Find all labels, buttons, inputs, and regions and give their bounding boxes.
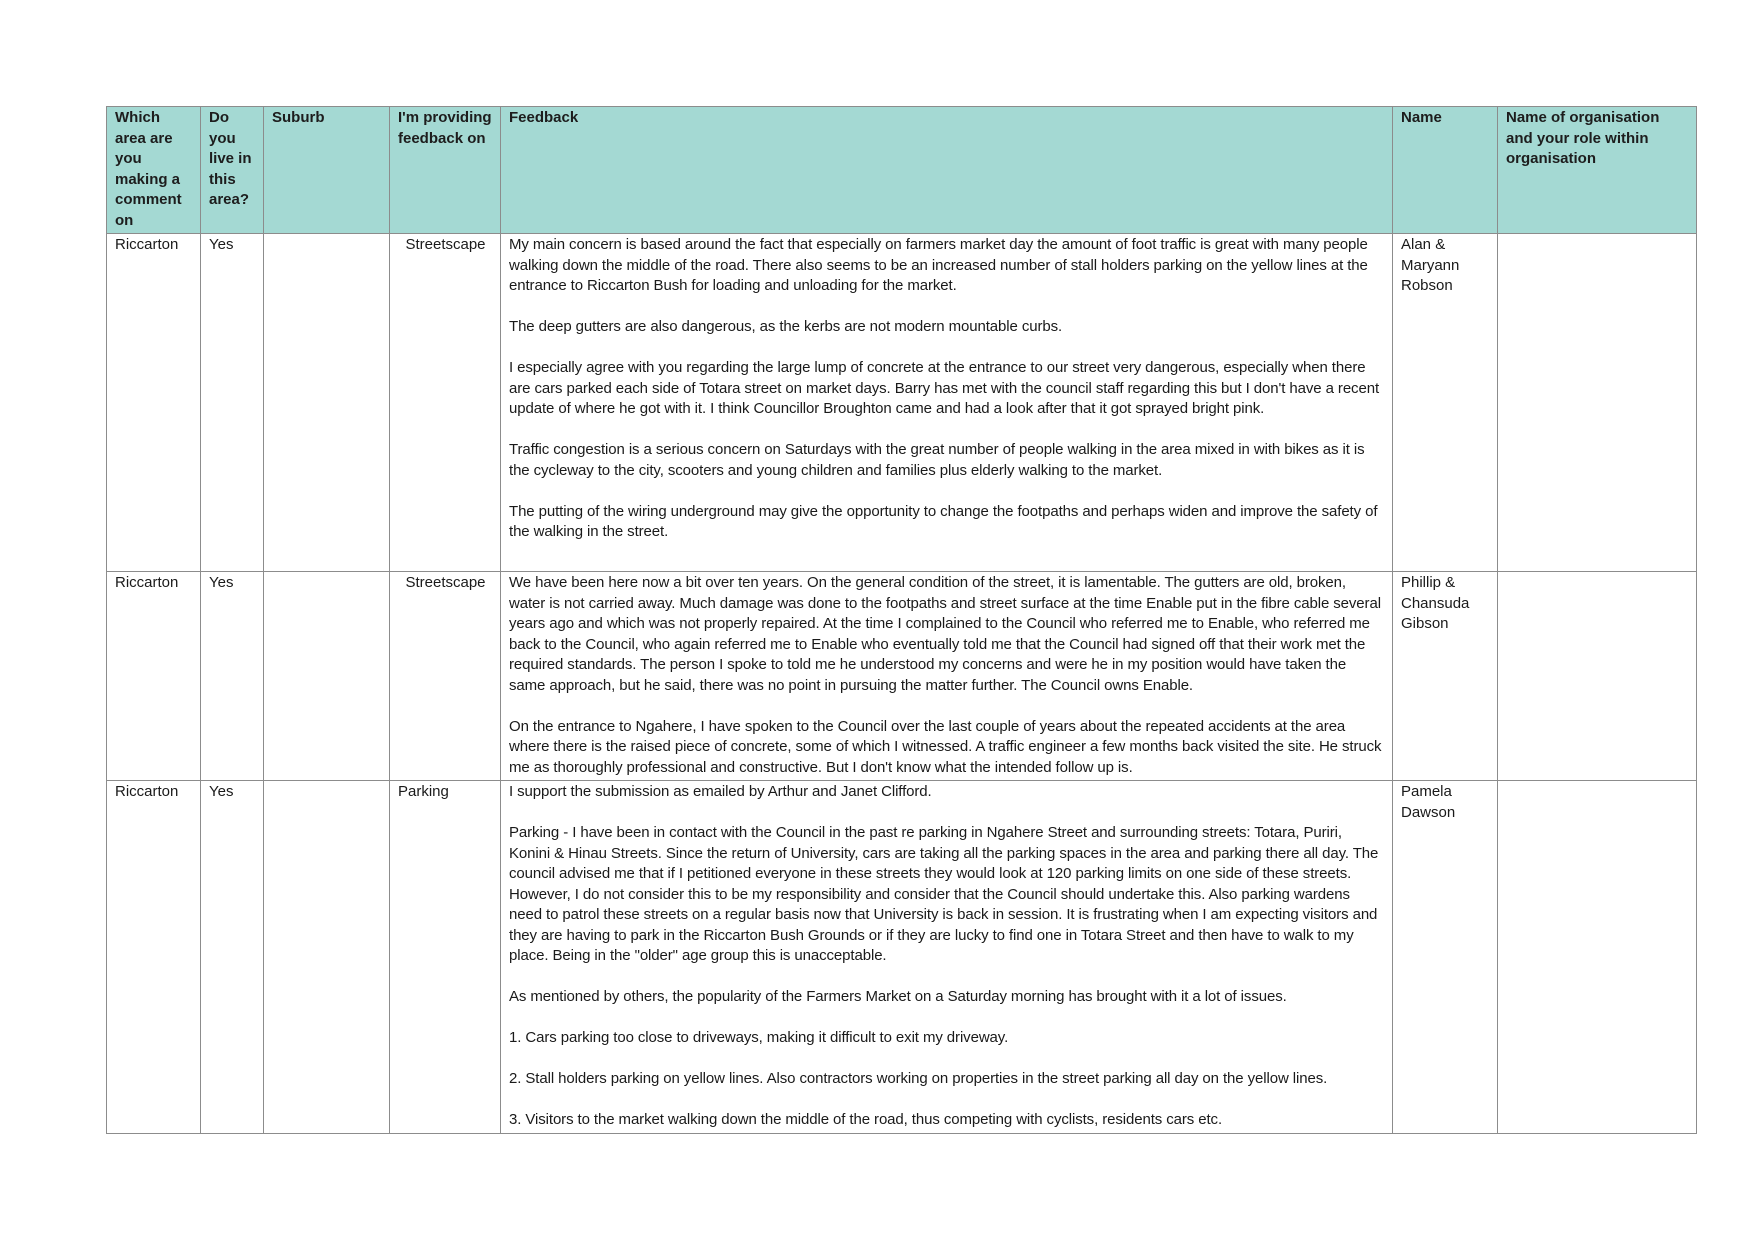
cell-feedback [501,572,1393,781]
cell-area: Riccarton [107,234,201,572]
table-row [107,781,1697,1134]
cell-suburb [264,572,390,781]
table-row [107,572,1697,781]
header-row [107,107,1697,234]
cell-suburb [264,234,390,572]
cell-suburb [264,781,390,1134]
header-feedback: Feedback [501,107,1393,234]
cell-organisation [1498,781,1697,1134]
cell-name: Pamela Dawson [1393,781,1498,1134]
cell-feedback-topic: Streetscape [390,234,501,572]
header-name: Name [1393,107,1498,234]
feedback-paragraph: I especially agree with you regarding the large lump of concrete at the entrance to our street very dangerous, especially when there are cars parked each side of Totara street on market days. Barry has met with the council staff regarding this but I don't have a recent update of where he got with it. I think Councillor Broughton came and had a look after that it got sprayed bright pink. [509,359,1380,417]
feedback-paragraph: The deep gutters are also dangerous, as the kerbs are not modern mountable curbs. [509,318,1063,335]
cell-live-in-area: Yes [201,781,264,1134]
feedback-paragraph: The putting of the wiring underground may give the opportunity to change the footpaths and perhaps widen and improve the safety of the walking in the street. [509,502,1378,540]
document-page [106,106,1696,1134]
table-row [107,234,1697,572]
feedback-paragraph: Parking - I have been in contact with the Council in the past re parking in Ngahere Street and surrounding streets: Totara, Puriri, Konini & Hinau Streets. Since the return of University, cars are taking all the parking spaces in the area and parking there all day. The council advised me that if I petitioned everyone in these streets they would look at 120 parking limits on one side of these streets. However, I do not consider this to be my responsibility and consider that the Council should undertake this. Also parking wardens need to patrol these streets on a regular basis now that University is back in session. It is frustrating when I am expecting visitors and they are having to park in the Riccarton Bush Grounds or if they are lucky to find one in Totara Street and then have to walk to my place. Being in the "older" age group this is unacceptable. [509,824,1379,964]
header-area: Which area are you making a comment on [107,107,201,234]
cell-area: Riccarton [107,572,201,781]
cell-organisation [1498,572,1697,781]
feedback-paragraph: 1. Cars parking too close to driveways, making it difficult to exit my driveway. [509,1029,1009,1046]
feedback-paragraph: We have been here now a bit over ten years. On the general condition of the street, it is lamentable. The gutters are old, broken, water is not carried away. Much damage was done to the footpaths and street surface at the time Enable put in the fibre cable several years ago and which was not properly repaired. At the time I complained to the Council who referred me to Enable, who referred me back to the Council, who again referred me to Enable who eventually told me that the Council had signed off that their work met the required standards. The person I spoke to told me he understood my concerns and were he in my position would have taken the same approach, but he said, there was no point in pursuing the matter further. The Council owns Enable. [509,574,1381,694]
header-organisation: Name of organisation and your role within organisation [1498,107,1697,234]
feedback-paragraph: On the entrance to Ngahere, I have spoken to the Council over the last couple of years about the repeated accidents at the area where there is the raised piece of concrete, some of which I witnessed. A traffic engineer a few months back visited the site. He struck me as thoroughly professional and constructive. But I don't know what the intended follow up is. [509,717,1382,776]
header-suburb: Suburb [264,107,390,234]
cell-organisation [1498,234,1697,572]
cell-name: Alan & Maryann Robson [1393,234,1498,572]
cell-name: Phillip & Chansuda Gibson [1393,572,1498,781]
cell-feedback [501,781,1393,1134]
feedback-paragraph: As mentioned by others, the popularity of the Farmers Market on a Saturday morning has brought with it a lot of issues. [509,988,1287,1005]
feedback-paragraph: 2. Stall holders parking on yellow lines. Also contractors working on properties in the street parking all day on the yellow lines. [509,1070,1328,1087]
cell-live-in-area: Yes [201,234,264,572]
cell-live-in-area: Yes [201,572,264,781]
cell-feedback-topic: Streetscape [390,572,501,781]
feedback-paragraph: My main concern is based around the fact that especially on farmers market day the amount of foot traffic is great with many people walking down the middle of the road. There also seems to be an increased number of stall holders parking on the yellow lines at the entrance to Riccarton Bush for loading and unloading for the market. [509,236,1368,294]
feedback-paragraph: 3. Visitors to the market walking down the middle of the road, thus competing with cyclists, residents cars etc. [509,1111,1223,1128]
feedback-table [106,106,1697,1134]
feedback-paragraph: Traffic congestion is a serious concern on Saturdays with the great number of people walking in the area mixed in with bikes as it is the cycleway to the city, scooters and young children and families plus elderly walking to the market. [509,441,1365,479]
cell-feedback-topic: Parking [390,781,501,1134]
feedback-paragraph: I support the submission as emailed by Arthur and Janet Clifford. [509,783,932,800]
cell-feedback [501,234,1393,572]
cell-area: Riccarton [107,781,201,1134]
header-feedback-topic: I'm providing feedback on [390,107,501,234]
header-live-in-area: Do you live in this area? [201,107,264,234]
